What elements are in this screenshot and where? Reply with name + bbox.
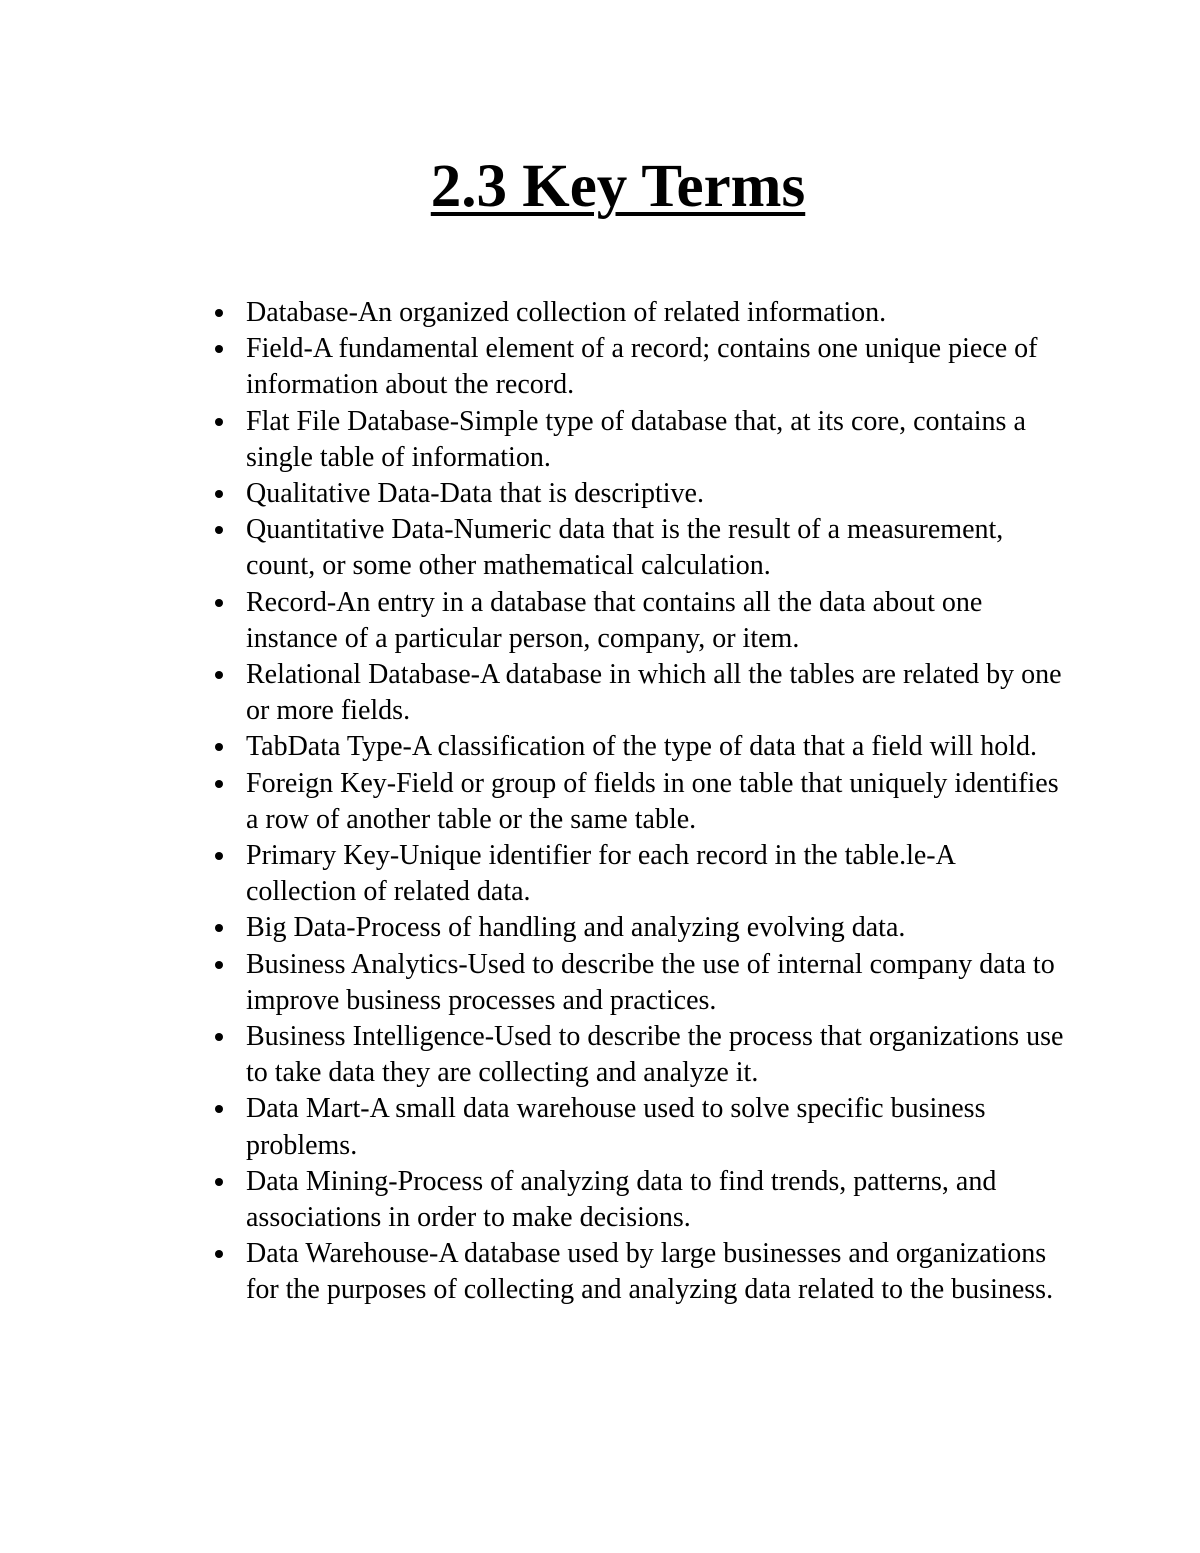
bullet-icon (215, 418, 223, 426)
list-item (246, 585, 1066, 657)
term-text: Database-An organized collection of related information. (246, 297, 887, 328)
list-item (246, 331, 1066, 403)
term-text: Relational Database-A database in which all the tables are related by one or more fields. (246, 659, 1062, 727)
term-text: TabData Type-A classification of the type of data that a field will hold. (246, 731, 1037, 763)
list-item (246, 947, 1066, 1019)
bullet-icon (215, 1178, 223, 1186)
list-item (246, 1236, 1066, 1308)
term-text: Quantitative Data-Numeric data that is the result of a measurement, count, or some other mathematical calculation. (246, 514, 1004, 582)
bullet-icon (215, 599, 223, 607)
bullet-icon (215, 852, 223, 860)
term-text: Flat File Database-Simple type of database that, at its core, contains a single table of information. (246, 405, 1026, 473)
bullet-icon (215, 490, 223, 498)
list-item (246, 476, 1066, 512)
list-item (246, 1019, 1066, 1091)
list-item (246, 512, 1066, 584)
list-item (246, 729, 1066, 765)
term-text: Data Mart-A small data warehouse used to solve specific business problems. (246, 1093, 986, 1161)
bullet-icon (215, 961, 223, 969)
term-text: Data Warehouse-A database used by large businesses and organizations for the purposes of collecting and analyzing data related to the business. (246, 1238, 1054, 1306)
bullet-icon (215, 345, 223, 353)
list-item (246, 838, 1066, 910)
list-item (246, 295, 1066, 331)
term-text: Foreign Key-Field or group of fields in one table that uniquely identifies a row of another table or the same table. (246, 767, 1059, 835)
term-text: Field-A fundamental element of a record; contains one unique piece of information about the record. (246, 333, 1038, 401)
list-item (246, 657, 1066, 729)
term-text: Qualitative Data-Data that is descriptive. (246, 478, 704, 510)
bullet-icon (215, 671, 223, 679)
key-terms-list (246, 295, 1066, 1309)
bullet-icon (215, 1250, 223, 1258)
bullet-icon (215, 743, 223, 751)
list-item (246, 1091, 1066, 1163)
bullet-icon (215, 1033, 223, 1041)
bullet-icon (215, 526, 223, 534)
list-item (246, 910, 1066, 946)
bullet-icon (215, 780, 223, 788)
page-title (0, 148, 1200, 226)
term-text: Business Analytics-Used to describe the use of internal company data to improve business processes and practices. (246, 948, 1055, 1016)
term-text: Data Mining-Process of analyzing data to find trends, patterns, and associations in order to make decisions. (246, 1165, 997, 1234)
bullet-icon (215, 309, 223, 317)
term-text: Big Data-Process of handling and analyzing evolving data. (246, 912, 906, 944)
page-title-text: 2.3 Key Terms (430, 153, 806, 220)
bullet-icon (215, 1105, 223, 1113)
list-item (246, 404, 1066, 476)
term-text: Business Intelligence-Used to describe the process that organizations use to take data they are collecting and analyze it. (246, 1021, 1064, 1089)
list-item (246, 1164, 1066, 1236)
bullet-icon (215, 924, 223, 932)
term-text: Record-An entry in a database that contains all the data about one instance of a particular person, company, or item. (246, 586, 983, 654)
term-text: Primary Key-Unique identifier for each record in the table.le-A collection of related data. (246, 840, 955, 908)
list-item (246, 766, 1066, 838)
